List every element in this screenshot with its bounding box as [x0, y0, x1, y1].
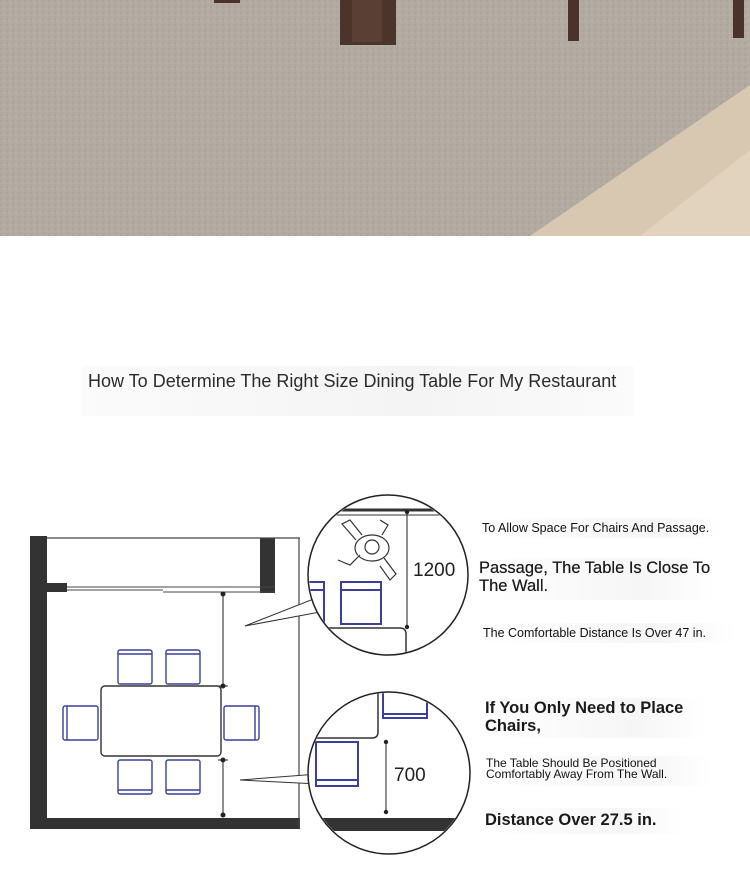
note-positioned-away: The Table Should Be Positioned Comfortably Away From The Wall. — [482, 756, 712, 786]
page-title: How To Determine The Right Size Dining Table For My Restaurant — [82, 366, 634, 416]
room-walls — [30, 536, 300, 829]
dimension-700: 700 — [394, 765, 426, 786]
note-comfortable-distance: The Comfortable Distance Is Over 47 in. — [478, 623, 736, 643]
note-only-chairs: If You Only Need to Place Chairs, — [480, 698, 706, 738]
carpet-photo — [0, 0, 750, 236]
note-allow-space: To Allow Space For Chairs And Passage. — [478, 518, 722, 538]
dining-table-set — [63, 650, 259, 794]
zoom-circle-chairs — [300, 690, 480, 854]
note-distance-over: Distance Over 27.5 in. — [480, 808, 684, 834]
dimension-1200: 1200 — [413, 560, 456, 581]
plan-dimension-lines — [218, 592, 228, 817]
zoom-circle-passage — [300, 495, 470, 660]
callout-pointers — [240, 598, 320, 784]
note-passage-close: Passage, The Table Is Close To The Wall. — [474, 558, 714, 600]
